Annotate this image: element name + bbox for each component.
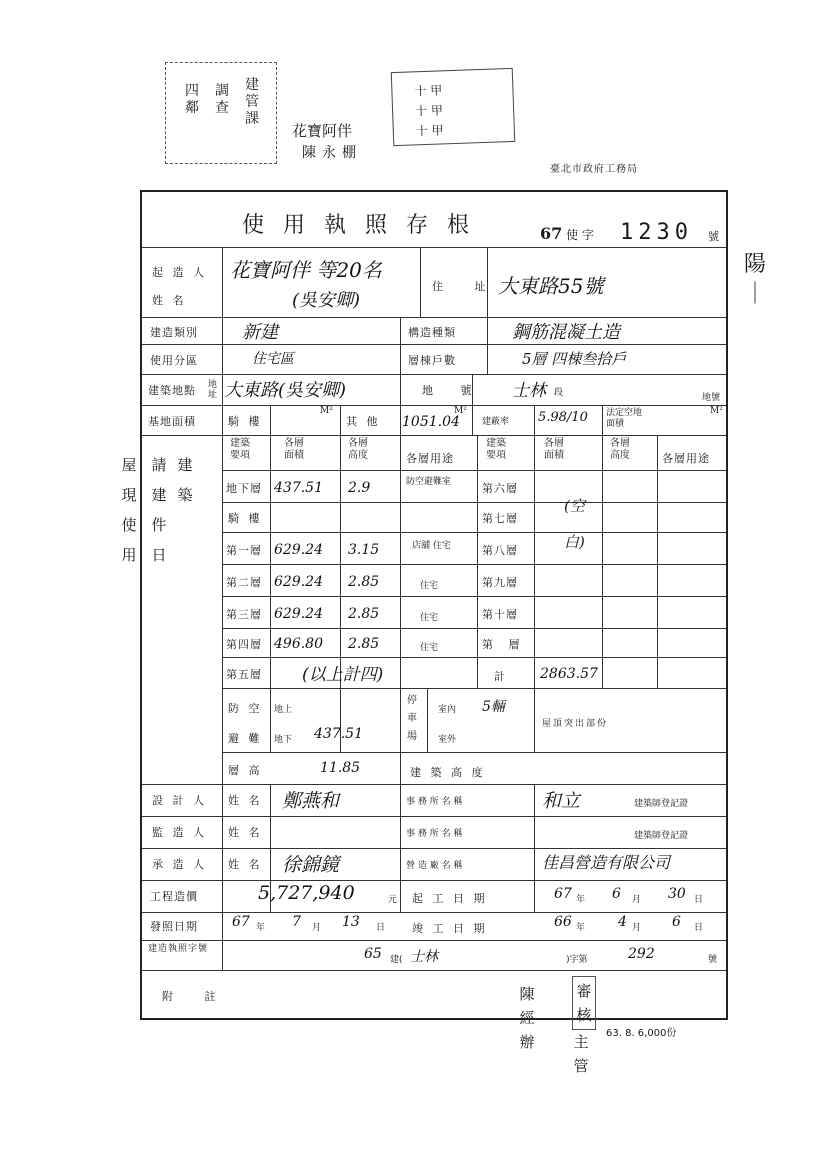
floor2-height: 2.85 xyxy=(348,574,380,590)
permit-form xyxy=(140,190,728,1020)
floor7-label: 第七層 xyxy=(482,512,518,525)
floor3-height: 2.85 xyxy=(348,606,380,622)
upper-floors-note: (空白) xyxy=(564,497,585,551)
issue-day: 13 xyxy=(342,914,360,930)
floor1-label: 第一層 xyxy=(226,544,262,557)
total-area: 2863.57 xyxy=(540,666,598,682)
floor5-label: 第五層 xyxy=(226,668,262,681)
contractor-label: 承 造 人 xyxy=(152,858,207,871)
footer-stamp-supervisor: 主管 xyxy=(573,1033,589,1075)
section-label: 段 xyxy=(554,388,564,398)
floor2-use: 住宅 xyxy=(420,581,439,591)
unit-m2: M² xyxy=(320,406,333,416)
start-label: 起 工 日 期 xyxy=(412,892,488,905)
permit-year: 65 xyxy=(364,946,382,962)
floor1-area: 629.24 xyxy=(274,542,323,558)
address-label: 住 址 xyxy=(432,280,500,293)
builder-alias: (吳安卿) xyxy=(292,290,361,311)
issue-month: 7 xyxy=(292,914,301,930)
top-left-stamp xyxy=(165,62,277,164)
above-label: 地上 xyxy=(274,705,293,715)
each-area-header-left: 各層面積 xyxy=(284,438,304,461)
each-height-header-left: 各層高度 xyxy=(348,438,368,461)
legal-area-label: 法定空地面積 xyxy=(606,408,643,429)
stamp-line: 十 甲 xyxy=(415,123,444,139)
location-value: 大東路(吳安卿) xyxy=(224,380,347,401)
building-height-label: 建 築 高 度 xyxy=(410,766,486,779)
supervisor-label: 監 造 人 xyxy=(152,826,207,839)
floor1-use: 店舖 住宅 xyxy=(412,541,451,551)
designer-name: 鄭燕和 xyxy=(282,790,340,812)
issue-month-unit: 月 xyxy=(312,923,322,933)
permit-number-suffix: 號 xyxy=(708,230,719,243)
floor1-height: 3.15 xyxy=(348,542,380,558)
footer-stamp-clerk: 陳經辦 xyxy=(519,985,535,1051)
construction-header-right: 建築要項 xyxy=(486,438,506,461)
basement-area: 437.51 xyxy=(274,480,323,496)
building-type-value: 新建 xyxy=(242,322,278,343)
parking-label: 停車場 xyxy=(407,695,417,742)
indoor-label: 室內 xyxy=(438,705,457,715)
cost-label: 工程造價 xyxy=(150,890,198,903)
floor-n-label: 第 層 xyxy=(482,638,526,651)
permit-word: 建( xyxy=(390,955,403,965)
other-label: 其 他 xyxy=(346,415,381,428)
floor3-use: 住宅 xyxy=(420,613,439,623)
use-zone-value: 住宅區 xyxy=(252,351,294,367)
land-area-total: 1051.04 xyxy=(402,414,460,430)
permit-no-label: 建造執照字號 xyxy=(148,944,209,954)
complete-year-unit: 年 xyxy=(576,923,586,933)
start-year-unit: 年 xyxy=(576,895,586,905)
location-label: 建築地點 xyxy=(148,384,196,397)
shelter-label: 避 難 xyxy=(228,732,263,745)
contractor-firm-label: 營 造 廠 名 稱 xyxy=(406,861,463,871)
basement-use: 防空避難室 xyxy=(406,477,452,487)
structure-value: 鋼筋混凝土造 xyxy=(512,322,620,343)
coverage-value: 5.98/10 xyxy=(538,410,588,425)
supervisor-license-label: 建築師登記證 xyxy=(634,831,689,841)
left-margin-col2: 請建件日 xyxy=(151,456,167,564)
permit-number-value: 292 xyxy=(628,946,655,962)
floor6-label: 第六層 xyxy=(482,482,518,495)
below-label: 地下 xyxy=(274,735,293,745)
basement-height: 2.9 xyxy=(348,480,371,496)
coverage-label: 建蔽率 xyxy=(482,417,510,427)
designer-name-label: 姓 名 xyxy=(228,794,263,807)
builder-label-top: 起 造 人 xyxy=(152,266,207,279)
floor5-note: (以上計四) xyxy=(302,665,384,685)
floor4-label: 第四層 xyxy=(226,638,262,651)
floor10-label: 第十層 xyxy=(482,608,518,621)
issue-year: 67 xyxy=(232,914,250,930)
floor9-label: 第九層 xyxy=(482,576,518,589)
parking-indoor-value: 5輛 xyxy=(482,699,505,715)
remarks-label: 附 註 xyxy=(162,990,230,1003)
shelter-below-value: 437.51 xyxy=(314,726,363,742)
address-value: 大東路55號 xyxy=(498,274,604,298)
floor8-label: 第八層 xyxy=(482,544,518,557)
structure-label: 構造種類 xyxy=(408,326,456,339)
land-no-label: 地 號 xyxy=(422,384,484,397)
outdoor-label: 室外 xyxy=(438,735,457,745)
right-top-stamp: 臺北市政府工務局 xyxy=(550,164,638,175)
land-section-value: 士林 xyxy=(512,381,546,401)
top-middle-stamp xyxy=(391,68,516,146)
use-zone-label: 使用分區 xyxy=(150,354,198,367)
floor3-area: 629.24 xyxy=(274,606,323,622)
designer-label: 設 計 人 xyxy=(152,794,207,807)
owner-name-printed: 花寶阿伴 xyxy=(292,122,353,140)
complete-month-unit: 月 xyxy=(632,923,642,933)
supervisor-name-label: 姓 名 xyxy=(228,826,263,839)
basement-label: 地下層 xyxy=(226,482,262,495)
supervisor-office-label: 事 務 所 名 稱 xyxy=(406,829,463,839)
permit-suffix: 號 xyxy=(708,955,718,965)
builder-label-bottom: 姓 名 xyxy=(152,294,187,307)
floors-units-value: 5層 四棟叁拾戶 xyxy=(522,350,627,368)
land-unit-label: 地號 xyxy=(702,393,721,403)
arcade-label: 騎 樓 xyxy=(228,415,263,428)
complete-year: 66 xyxy=(554,914,572,930)
contractor-name: 徐錦鏡 xyxy=(282,854,340,876)
each-area-header-right: 各層面積 xyxy=(544,438,564,461)
contractor-firm: 佳昌營造有限公司 xyxy=(542,853,671,872)
form-title: 使 用 執 照 存 根 xyxy=(242,213,475,238)
unit-m2: M² xyxy=(454,406,467,416)
stamp-line: 十 甲 xyxy=(414,83,443,99)
designer-office: 和立 xyxy=(542,790,581,812)
each-use-header-left: 各層用途 xyxy=(406,452,454,465)
left-margin-col1: 屋現使用 xyxy=(121,456,137,564)
permit-number-prefix: 67 xyxy=(540,224,563,243)
cost-unit: 元 xyxy=(388,895,398,905)
builder-name: 花寶阿伴 等20名 xyxy=(230,258,382,282)
construction-header-left: 建築要項 xyxy=(230,438,250,461)
complete-label: 竣 工 日 期 xyxy=(412,922,488,935)
floor4-use: 住宅 xyxy=(420,643,439,653)
complete-month: 4 xyxy=(618,914,627,930)
issue-date-label: 發照日期 xyxy=(150,920,198,933)
permit-word2: )字第 xyxy=(566,955,588,965)
complete-day-unit: 日 xyxy=(694,923,704,933)
stamp-line: 十 甲 xyxy=(414,103,444,119)
architect-license-label: 建築師登記證 xyxy=(634,799,689,809)
floor3-label: 第三層 xyxy=(226,608,262,621)
story-height-label: 層 高 xyxy=(228,764,263,777)
issue-year-unit: 年 xyxy=(256,923,266,933)
location-sub-label: 地址 xyxy=(208,380,218,400)
permit-word-value: 士林 xyxy=(410,949,438,965)
issue-day-unit: 日 xyxy=(376,923,386,933)
contractor-name-label: 姓 名 xyxy=(228,858,263,871)
civil-defense-label: 防 空 xyxy=(228,702,263,715)
floor2-area: 629.24 xyxy=(274,574,323,590)
permit-number: 1230 xyxy=(620,220,693,245)
floor2-label: 第二層 xyxy=(226,576,262,589)
start-month: 6 xyxy=(612,886,621,902)
unit-m2: M² xyxy=(710,406,723,416)
stamp-line: 四 鄰 xyxy=(185,83,199,116)
print-note: 63. 8. 6,000份 xyxy=(606,1028,677,1039)
owner-alias-printed: 陳永棚 xyxy=(302,145,362,161)
permit-number-word: 使 字 xyxy=(566,228,594,242)
total-label: 計 xyxy=(494,670,508,683)
cost-value: 5,727,940 xyxy=(258,882,355,904)
footer-stamp-review: 審核 xyxy=(572,976,596,1030)
building-height-value: 11.85 xyxy=(320,760,361,776)
floor4-height: 2.85 xyxy=(348,636,380,652)
complete-day: 6 xyxy=(672,914,681,930)
left-margin-col3: 建築 xyxy=(177,456,193,504)
each-height-header-right: 各層高度 xyxy=(610,438,630,461)
roof-label: 屋頂突出部份 xyxy=(542,719,609,729)
building-type-label: 建造類別 xyxy=(150,326,198,339)
start-day: 30 xyxy=(668,886,686,902)
start-month-unit: 月 xyxy=(632,895,642,905)
right-vertical-mark: 陽 ｜ xyxy=(743,252,766,307)
floor4-area: 496.80 xyxy=(274,636,323,652)
stamp-line: 調 查 xyxy=(215,83,229,116)
start-year: 67 xyxy=(554,886,572,902)
stamp-line: 建 管 課 xyxy=(245,77,259,127)
floors-units-label: 層棟戶數 xyxy=(408,354,456,367)
arcade-row-label: 騎 樓 xyxy=(228,512,263,525)
designer-office-label: 事 務 所 名 稱 xyxy=(406,797,463,807)
land-area-label: 基地面積 xyxy=(148,415,196,428)
start-day-unit: 日 xyxy=(694,895,704,905)
each-use-header-right: 各層用途 xyxy=(662,452,710,465)
